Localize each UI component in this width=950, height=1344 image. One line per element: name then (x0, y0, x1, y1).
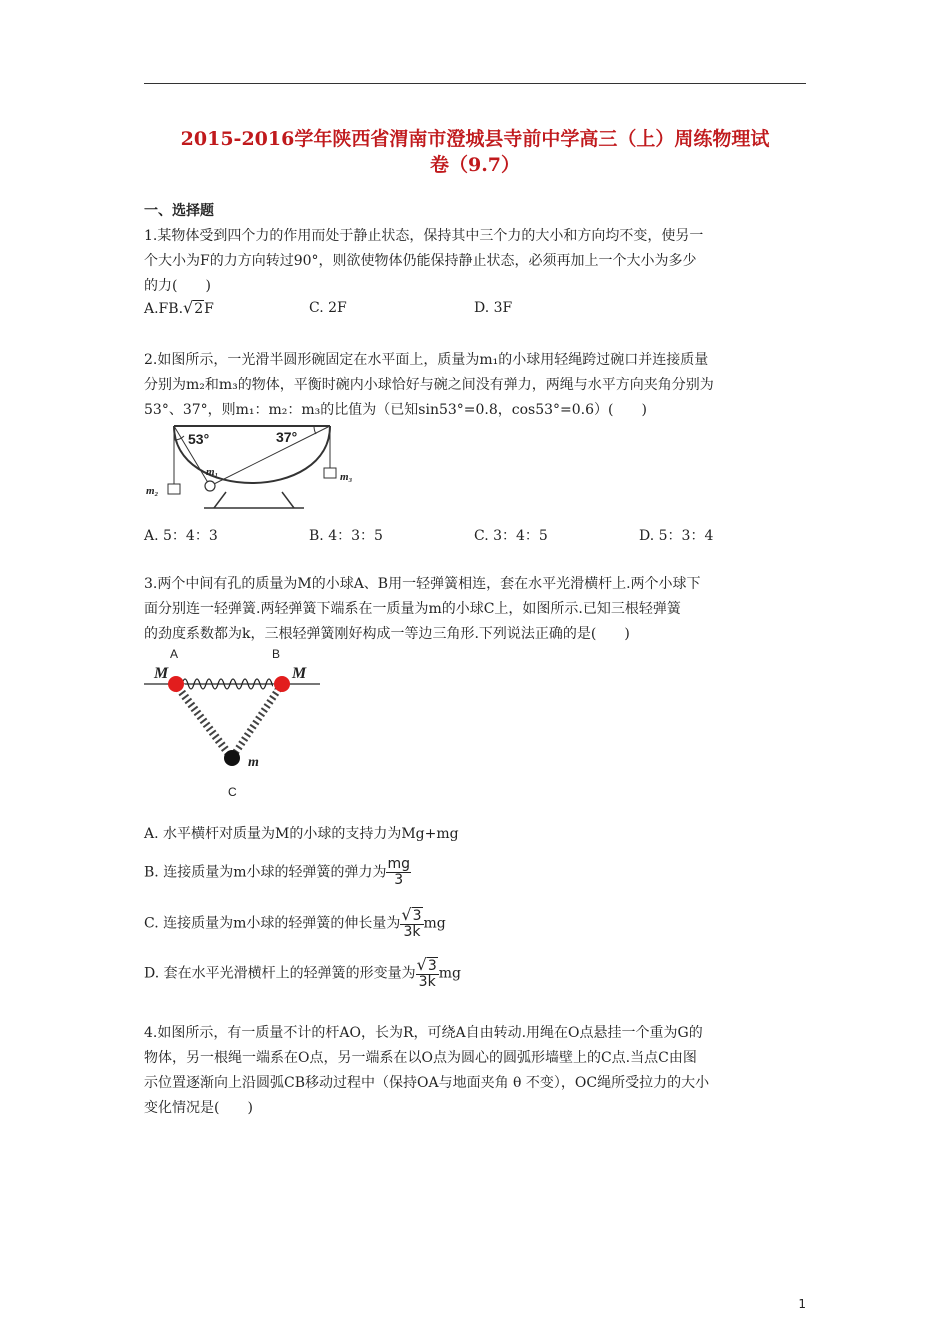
q4-line-3: 示位置逐渐向上沿圆弧CB移动过程中（保持OA与地面夹角 θ 不变），OC绳所受拉力的大小 (144, 1075, 710, 1091)
q1-option-b-tail: F (204, 301, 214, 317)
sqrt-symbol: √ (183, 298, 194, 317)
q3-option-c (144, 907, 446, 940)
title-line-1: 2015-2016学年陕西省渭南市澄城县寺前中学高三（上）周练物理试 (180, 128, 770, 150)
q3-option-d-text: D. 套在水平光滑横杆上的轻弹簧的形变量为 (144, 965, 416, 982)
q2-option-b: B. 4：3：5 (309, 528, 383, 544)
q3-option-d-tail: mg (438, 965, 461, 982)
fraction-denominator: 3 (394, 872, 404, 888)
q3-option-d (144, 957, 461, 990)
angle-37-label: 37° (276, 429, 298, 445)
block-m3 (324, 468, 336, 478)
header-rule (144, 83, 806, 84)
q1-option-d: D. 3F (474, 300, 513, 316)
fraction-denominator: 3k (418, 974, 436, 990)
q3-option-b-text: B. 连接质量为m小球的轻弹簧的弹力为 (144, 864, 387, 881)
q2-line-2: 分别为m₂和m₃的物体，平衡时碗内小球恰好与碗之间没有弹力，两绳与水平方向夹角分别为 (144, 377, 714, 393)
page-number: 1 (798, 1297, 806, 1311)
q1-option-a-b (144, 298, 214, 319)
label-b: B (272, 647, 281, 661)
label-m-left: M (154, 665, 169, 682)
q4-line-4: 变化情况是( ) (144, 1100, 253, 1116)
fraction-numerator (416, 957, 439, 975)
bowl-support-left (214, 492, 226, 508)
title-line-2: 卷（9.7） (429, 154, 521, 176)
q3-option-c-text: C. 连接质量为m小球的轻弹簧的伸长量为 (144, 915, 401, 932)
q1-line-3: 的力( ) (144, 278, 211, 294)
q3-spring-figure (144, 644, 324, 802)
page-title (144, 126, 806, 178)
m3-label: m₃ (340, 471, 353, 483)
sqrt-symbol: √ (416, 955, 427, 974)
q1-option-b-radicand: 2 (194, 301, 204, 317)
q3-line-2: 面分别连一轻弹簧.两轻弹簧下端系在一质量为m的小球C上，如图所示.已知三根轻弹簧 (144, 601, 681, 617)
ball-m1 (205, 481, 215, 491)
sqrt-radicand: 3 (412, 908, 422, 924)
sqrt-symbol: √ (401, 905, 412, 924)
fraction-denominator: 3k (403, 924, 421, 940)
q2-line-3: 53°、37°，则m₁：m₂：m₃的比值为（已知sin53°=0.8，cos53°=0.6）( ) (144, 402, 647, 418)
q1-option-a-label: A.FB. (144, 301, 184, 317)
rope-right (210, 426, 330, 486)
q3-option-d-fraction (416, 957, 439, 990)
q3-option-b (144, 857, 411, 888)
label-m-small: m (248, 755, 259, 770)
q4-line-1: 4.如图所示，有一质量不计的杆AO，长为R，可绕A自由转动.用绳在O点悬挂一个重为G的 (144, 1025, 703, 1041)
q1-line-2: 个大小为F的力方向转过90°，则欲使物体仍能保持静止状态，必须再加上一个大小为多少 (144, 253, 697, 269)
section-heading: 一、选择题 (144, 203, 214, 219)
q4-line-2: 物体，另一根绳一端系在O点，另一端系在以O点为圆心的圆弧形墙壁上的C点.当点C由图 (144, 1050, 697, 1066)
label-m-right: M (292, 665, 307, 682)
spring-bc (229, 681, 281, 756)
q3-line-1: 3.两个中间有孔的质量为M的小球A、B用一轻弹簧相连，套在水平光滑横杆上.两个小球下 (144, 576, 701, 592)
ball-c (224, 750, 240, 766)
fraction-numerator (400, 907, 423, 925)
ball-a (168, 676, 184, 692)
q2-line-1: 2.如图所示，一光滑半圆形碗固定在水平面上，质量为m₁的小球用轻绳跨过碗口并连接质量 (144, 352, 709, 368)
block-m2 (168, 484, 180, 494)
q3-line-3: 的劲度系数都为k，三根轻弹簧刚好构成一等边三角形.下列说法正确的是( ) (144, 626, 630, 642)
angle-53-label: 53° (188, 431, 210, 447)
spring-ac (176, 681, 235, 756)
q3-option-c-fraction (400, 907, 423, 940)
m1-label: m₁ (206, 466, 219, 478)
bowl-support-right (282, 492, 294, 508)
angle-arc-right (314, 426, 316, 434)
fraction-numerator: mg (387, 856, 410, 872)
q1-option-c: C. 2F (309, 300, 347, 316)
sqrt-radicand: 3 (427, 958, 437, 974)
q2-option-c: C. 3：4：5 (474, 528, 548, 544)
q2-option-a: A. 5：4：3 (144, 528, 218, 544)
m2-label: m₂ (146, 485, 159, 497)
q2-option-d: D. 5：3：4 (639, 528, 714, 544)
label-c: C (228, 785, 237, 799)
q3-option-c-tail: mg (423, 915, 446, 932)
q1-line-1: 1.某物体受到四个力的作用而处于静止状态，保持其中三个力的大小和方向均不变，使另一 (144, 228, 704, 244)
label-a: A (170, 647, 179, 661)
q2-bowl-figure (144, 422, 364, 514)
q3-option-a: A. 水平横杆对质量为M的小球的支持力为Mg+mg (144, 826, 459, 842)
q3-option-b-fraction (386, 857, 411, 888)
ball-b (274, 676, 290, 692)
